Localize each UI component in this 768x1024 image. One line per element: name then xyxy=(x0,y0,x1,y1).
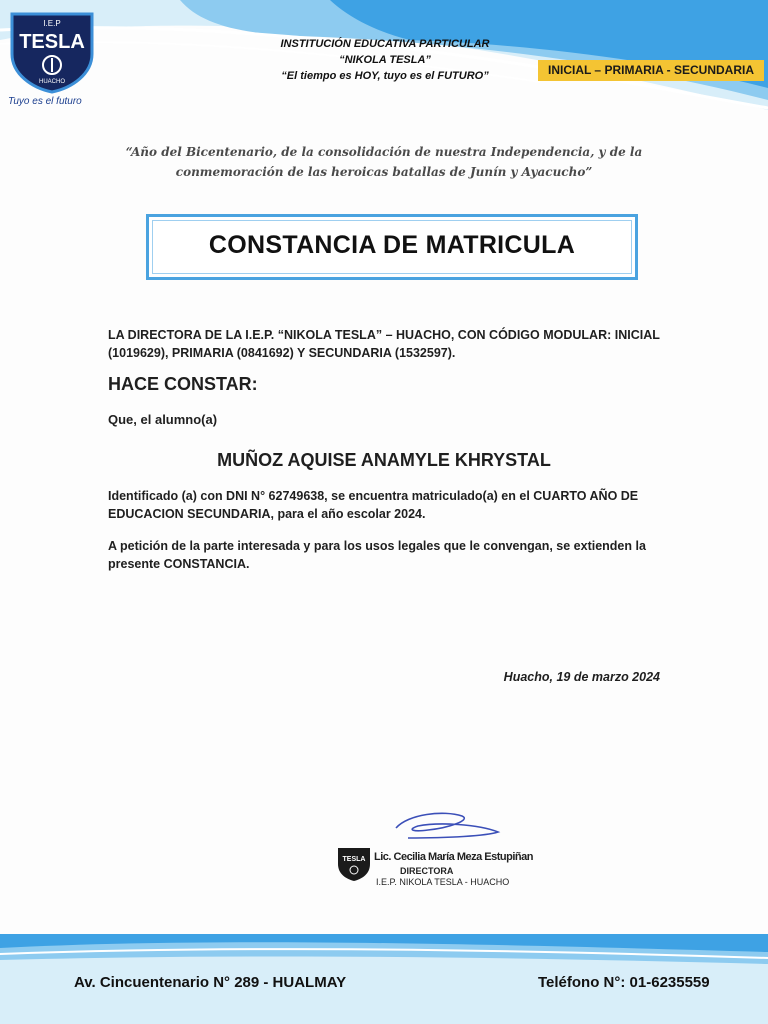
school-logo xyxy=(8,10,96,94)
stamp-logo xyxy=(336,846,372,882)
footer-phone: Teléfono N°: 01-6235559 xyxy=(538,974,710,991)
identification-paragraph: Identificado (a) con DNI N° 62749638, se encuentra matriculado(a) en el CUARTO AÑO DE EDUCACION SECUNDARIA, para el año escolar 2024. xyxy=(108,489,639,521)
intro-paragraph: LA DIRECTORA DE LA I.E.P. “NIKOLA TESLA” – HUACHO, CON CÓDIGO MODULAR: INICIAL (1019629), PRIMARIA (0841692) Y SECUNDARIA (1532597). xyxy=(108,328,660,360)
institution-slogan: “El tiempo es HOY, tuyo es el FUTURO” xyxy=(281,70,489,82)
year-motto-line-1: “Año del Bicentenario, de la consolidación de nuestra Independencia, y de la xyxy=(125,145,643,159)
institution-block xyxy=(200,36,570,84)
institution-type: INSTITUCIÓN EDUCATIVA PARTICULAR xyxy=(280,38,490,50)
issue-date: Huacho, 19 de marzo 2024 xyxy=(503,670,660,684)
que-line: Que, el alumno(a) xyxy=(108,412,218,427)
year-motto-line-2: conmemoración de las heroicas batallas de Junín y Ayacucho” xyxy=(175,165,593,179)
logo-bottom-text: HUACHO xyxy=(38,79,66,85)
stamp-organization: I.E.P. NIKOLA TESLA - HUACHO xyxy=(376,877,510,887)
institution-name: “NIKOLA TESLA” xyxy=(339,54,431,66)
logo-name: TESLA xyxy=(19,31,85,53)
stamp-logo-name: TESLA xyxy=(342,856,366,863)
levels-badge: INICIAL – PRIMARIA - SECUNDARIA xyxy=(538,60,764,81)
title-box xyxy=(146,214,638,280)
stamp-signer-name: Lic. Cecilia María Meza Estupiñan xyxy=(374,851,533,863)
student-name: MUÑOZ AQUISE ANAMYLE KHRYSTAL xyxy=(217,450,551,470)
footer-address: Av. Cincuentenario N° 289 - HUALMAY xyxy=(74,974,347,991)
hace-constar-heading: HACE CONSTAR: xyxy=(108,374,258,394)
logo-top-text: I.E.P xyxy=(43,19,61,28)
document-title: CONSTANCIA DE MATRICULA xyxy=(208,231,576,259)
logo-tagline: Tuyo es el futuro xyxy=(8,96,82,107)
petition-paragraph: A petición de la parte interesada y para los usos legales que le convengan, se extienden la presente CONSTANCIA. xyxy=(108,539,646,571)
stamp-signer-role: DIRECTORA xyxy=(400,866,454,876)
year-motto xyxy=(100,142,668,182)
handwritten-signature xyxy=(388,806,518,846)
